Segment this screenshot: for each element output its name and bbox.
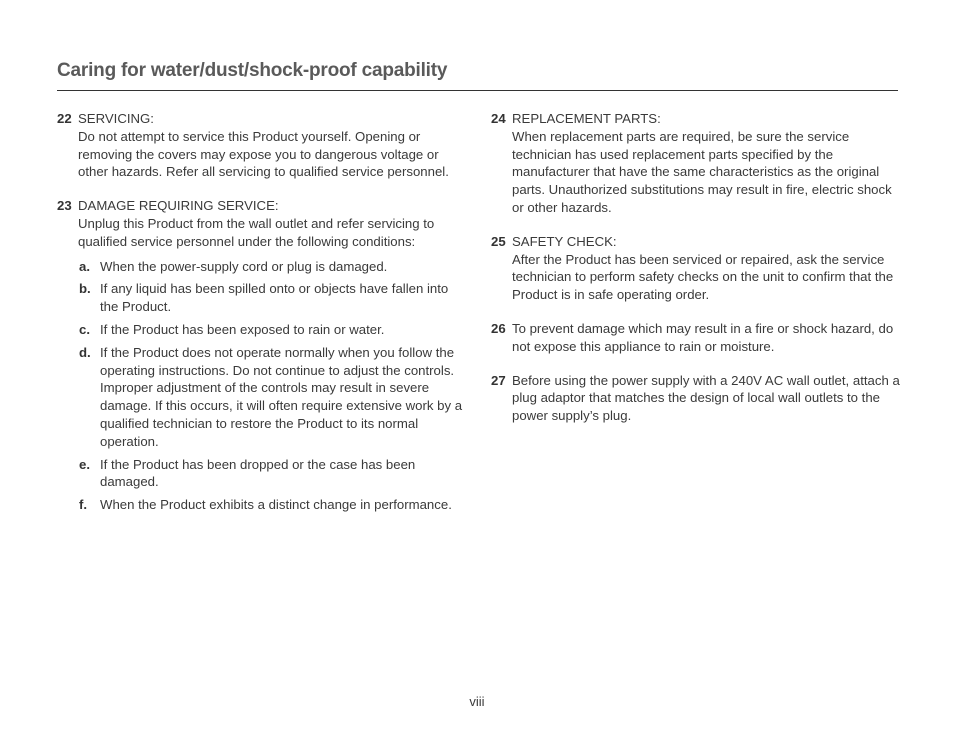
item-body: Unplug this Product from the wall outlet and refer servicing to qualified service personnel under the following conditions: xyxy=(78,215,435,249)
condition-text: When the power-supply cord or plug is damaged. xyxy=(100,258,388,274)
item-body: After the Product has been serviced or repaired, ask the service technician to perform safety checks on the unit to confirm that the Product is in safe operating order. xyxy=(512,251,894,303)
item-body: Do not attempt to service this Product yourself. Opening or removing the covers may expose you to dangerous voltage or other hazards. Refer all servicing to qualified service personnel. xyxy=(78,128,449,180)
condition-item-a xyxy=(79,258,467,276)
condition-text: If the Product has been dropped or the case has been damaged. xyxy=(100,456,416,490)
item-body: When replacement parts are required, be sure the service technician has used replacement parts specified by the manufacturer that have the same characteristics as the original parts. Unauthorized substitutions may result in fire, electric shock or other hazards. xyxy=(512,128,892,215)
condition-letter: e. xyxy=(79,456,90,472)
page-title: Caring for water/dust/shock-proof capability xyxy=(57,60,448,81)
item-number: 25 xyxy=(491,233,506,249)
condition-letter: c. xyxy=(79,321,90,337)
condition-item-e xyxy=(79,456,467,492)
list-item-23 xyxy=(57,197,467,514)
condition-text: If the Product has been exposed to rain or water. xyxy=(100,321,385,337)
list-item-24 xyxy=(491,110,901,217)
item-number: 23 xyxy=(57,198,72,214)
condition-text: If any liquid has been spilled onto or objects have fallen into the Product. xyxy=(100,281,449,315)
item-body: Before using the power supply with a 240V AC wall outlet, attach a plug adaptor that matches the design of local wall outlets to the power supply’s plug. xyxy=(512,372,900,424)
condition-letter: d. xyxy=(79,344,91,360)
condition-text: If the Product does not operate normally when you follow the operating instructions. Do not continue to adjust the controls. Improper adjustment of the controls may result in severe damage. If this occurs, it will often require extensive work by a qualified technician to restore the Product to its normal operation. xyxy=(100,344,463,449)
item-heading: DAMAGE REQUIRING SERVICE: xyxy=(78,198,279,214)
condition-letter: a. xyxy=(79,258,90,274)
condition-letter: f. xyxy=(79,497,88,513)
list-item-25 xyxy=(491,233,901,304)
item-number: 26 xyxy=(491,320,506,336)
condition-item-b xyxy=(79,280,467,316)
condition-item-c xyxy=(79,321,467,339)
item-heading: SERVICING: xyxy=(78,111,154,126)
condition-text: When the Product exhibits a distinct change in performance. xyxy=(100,497,452,513)
condition-item-f xyxy=(79,496,467,514)
item-body: To prevent damage which may result in a fire or shock hazard, do not expose this appliance to rain or moisture. xyxy=(512,320,894,354)
list-item-22 xyxy=(57,110,467,181)
list-item-26 xyxy=(491,320,901,356)
item-number: 22 xyxy=(57,111,72,126)
list-item-27 xyxy=(491,372,901,425)
item-number: 24 xyxy=(491,111,506,126)
page-number: viii xyxy=(469,694,485,709)
condition-list xyxy=(57,258,467,514)
left-column xyxy=(57,110,467,530)
title-divider xyxy=(57,90,898,91)
right-column xyxy=(491,110,901,441)
item-number: 27 xyxy=(491,372,506,388)
item-heading: SAFETY CHECK: xyxy=(512,233,617,249)
condition-item-d xyxy=(79,344,467,451)
item-heading: REPLACEMENT PARTS: xyxy=(512,111,661,126)
condition-letter: b. xyxy=(79,281,91,297)
